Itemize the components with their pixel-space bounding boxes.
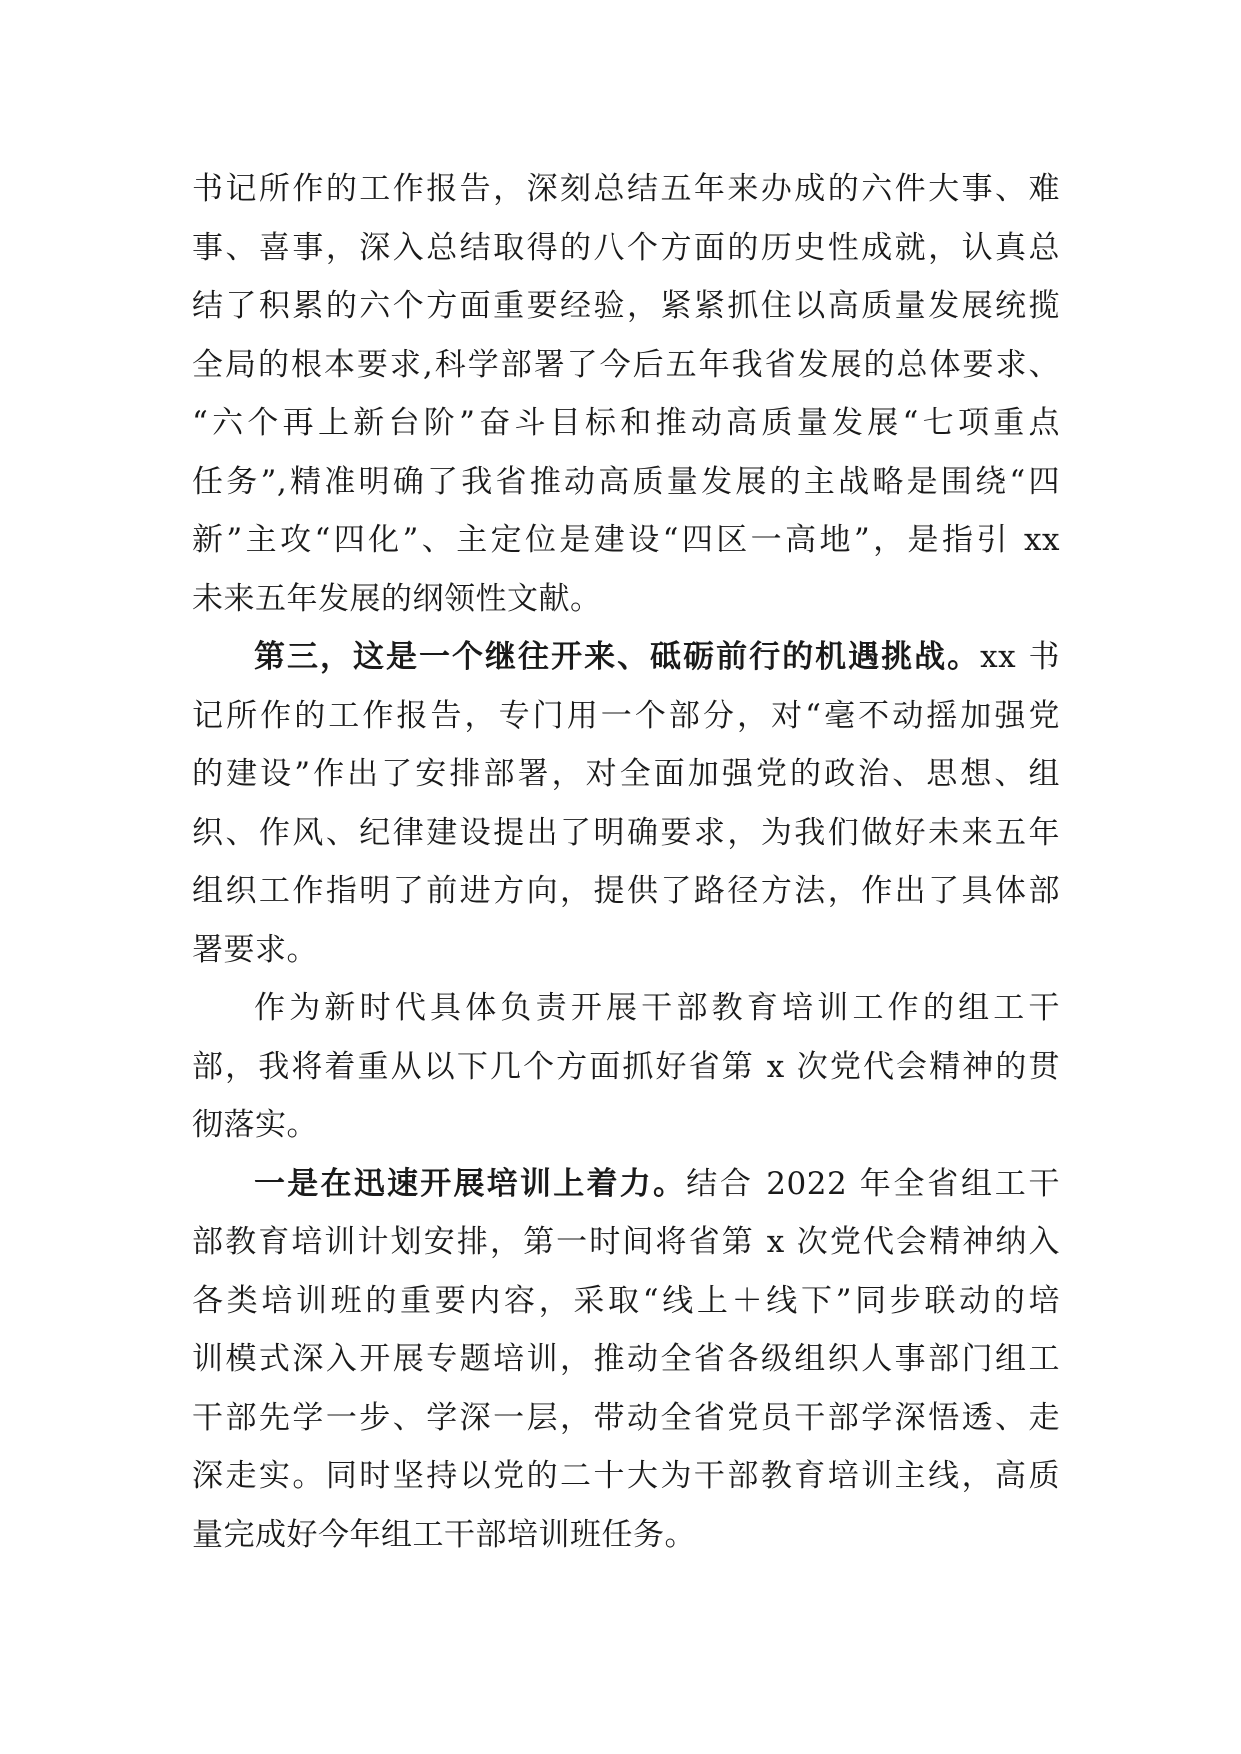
text-line: 新”主攻“四化”、主定位是建设“四区一高地”，是指引 xx	[192, 522, 1060, 558]
text-line: 干部先学一步、学深一层，带动全省党员干部学深悟透、走	[192, 1399, 1060, 1436]
paragraph-3	[192, 979, 1060, 1155]
text-line: 部，我将着重从以下几个方面抓好省第 x 次党代会精神的贯	[192, 1048, 1060, 1085]
text-line: 结了积累的六个方面重要经验，紧紧抓住以高质量发展统揽	[192, 288, 1060, 324]
text-line-first: 作为新时代具体负责开展干部教育培训工作的组工干	[254, 990, 1060, 1026]
text-line: 彻落实。	[192, 1107, 318, 1143]
text-line: 全局的根本要求,科学部署了今后五年我省发展的总体要求、	[192, 346, 1060, 383]
paragraph-2	[192, 628, 1060, 979]
paragraph-4	[192, 1155, 1060, 1565]
text-line: 深走实。同时坚持以党的二十大为干部教育培训主线，高质	[192, 1458, 1060, 1494]
text-line: 记所作的工作报告，专门用一个部分，对“毫不动摇加强党	[192, 697, 1060, 734]
text-line: 署要求。	[192, 931, 318, 968]
paragraph-heading: 第三，这是一个继往开来、砥砺前行的机遇挑战。	[254, 639, 981, 675]
text-line: 组织工作指明了前进方向，提供了路径方法，作出了具体部	[192, 873, 1060, 909]
text-fragment: xx 书	[980, 639, 1060, 675]
document-page	[192, 160, 1060, 1564]
text-line: “六个再上新台阶”奋斗目标和推动高质量发展“七项重点	[192, 405, 1060, 441]
text-line: 书记所作的工作报告，深刻总结五年来办成的六件大事、难	[192, 171, 1060, 207]
paragraph-1	[192, 160, 1060, 628]
paragraph-heading: 一是在迅速开展培训上着力。	[254, 1165, 687, 1202]
text-line: 事、喜事，深入总结取得的八个方面的历史性成就，认真总	[192, 229, 1060, 266]
text-fragment: 结合 2022 年全省组工干	[686, 1165, 1060, 1202]
text-line: 任务”,精准明确了我省推动高质量发展的主战略是围绕“四	[192, 463, 1060, 500]
text-line: 织、作风、纪律建设提出了明确要求，为我们做好未来五年	[192, 814, 1060, 851]
text-line-first	[192, 1155, 1060, 1214]
text-line: 各类培训班的重要内容，采取“线上＋线下”同步联动的培	[192, 1282, 1060, 1319]
text-line: 量完成好今年组工干部培训班任务。	[192, 1516, 696, 1553]
text-line: 未来五年发展的纲领性文献。	[192, 580, 602, 617]
text-line: 部教育培训计划安排，第一时间将省第 x 次党代会精神纳入	[192, 1224, 1060, 1260]
text-line: 训模式深入开展专题培训，推动全省各级组织人事部门组工	[192, 1341, 1060, 1377]
text-line-first	[192, 628, 1060, 687]
text-line: 的建设”作出了安排部署，对全面加强党的政治、思想、组	[192, 756, 1060, 792]
